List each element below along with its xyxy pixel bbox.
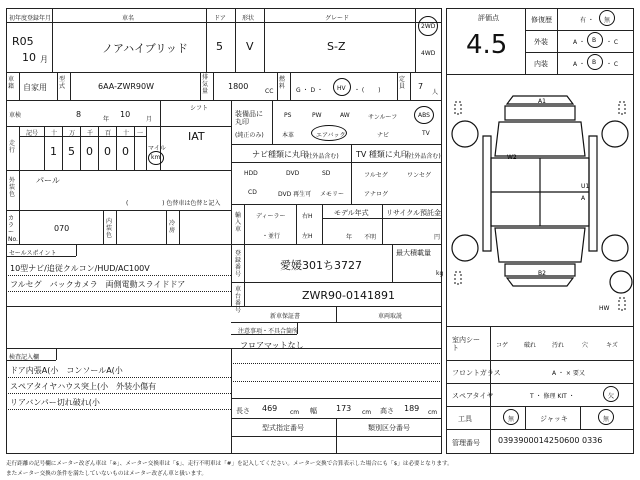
height-label: 高さ — [380, 407, 394, 415]
nav-dvd-play: DVD 再生可 — [278, 191, 312, 198]
class-number-label: 類別区分番号 — [368, 424, 410, 432]
inspection-year-unit: 年 — [103, 116, 110, 123]
mileage-digit-label-0: 記号 — [26, 130, 39, 137]
mileage-digit-label-1: 十 — [51, 130, 58, 137]
recycle-label: リサイクル預託金 — [386, 209, 442, 217]
shift-label: シフト — [190, 105, 209, 112]
drive-2wd: 2WD — [421, 23, 436, 30]
inspection-label: 車検 — [9, 112, 22, 119]
first-reg-month-unit: 月 — [40, 55, 48, 64]
nav-cd: CD — [248, 189, 257, 196]
diagram-label-b2: B2 — [538, 270, 546, 277]
equipment-navi: ナビ — [377, 132, 390, 139]
fuel-label: 燃料 — [279, 76, 286, 90]
tv-fullseg: フルセグ — [364, 172, 388, 179]
mileage-digit-3: 0 — [86, 145, 93, 158]
repair-yes: 有 ・ — [580, 17, 594, 24]
seat-stain: 汚れ — [552, 342, 565, 349]
recycle-yen: 円 — [434, 234, 441, 241]
max-load-label: 最大積載量 — [396, 249, 431, 257]
model-label: 型式 — [59, 76, 66, 90]
glass-value: A ・ × 要又 — [552, 370, 585, 377]
mileage-label: 走行 — [9, 140, 16, 154]
car-name-label: 車名 — [122, 15, 135, 22]
spare-selected: 欠 — [608, 393, 615, 400]
mileage-digit-label-5: 十 — [123, 130, 130, 137]
nav-title: ナビ種類に丸印 — [252, 150, 308, 159]
drive-4wd: 4WD — [421, 50, 436, 57]
model-year-unknown: 不明 — [364, 234, 377, 241]
interior-color-label: 内装色 — [106, 218, 113, 239]
shape-value: V — [246, 40, 254, 53]
exterior-grade-b: B — [592, 37, 597, 44]
color-no-label: カラーNo. — [8, 215, 18, 243]
repair-no: 無 — [604, 17, 611, 24]
length-label: 長さ — [236, 407, 250, 415]
capacity-unit: 人 — [432, 89, 439, 96]
grade-value: S-Z — [327, 40, 346, 53]
first-reg-label: 初年度登録年月 — [9, 15, 52, 22]
diagram-label-w2: W2 — [507, 154, 517, 161]
grade-label: グレード — [325, 15, 350, 22]
tools-label: 工具 — [458, 415, 472, 423]
inspector-line-3: リアバンパー切れ破れ(小 — [10, 398, 100, 407]
jack-value: 無 — [603, 416, 610, 423]
sales-line-1: 10型ナビ/追従クルコン/HUD/AC100V — [10, 264, 150, 273]
tv-title: TV 種類に丸印 — [356, 150, 409, 159]
door-label: ドア — [214, 15, 226, 22]
width-value: 173 — [336, 404, 352, 413]
mileage-digit-label-3: 千 — [87, 130, 94, 137]
length-cm: cm — [290, 409, 300, 416]
height-value: 189 — [404, 404, 420, 413]
manage-value: 0393900014250600 0336 — [498, 436, 603, 445]
nav-memory: メモリー — [320, 191, 345, 198]
warranty-new-car: 新車保証書 — [270, 313, 301, 320]
seat-burn: コゲ — [496, 342, 509, 349]
seat-tear: 破れ — [524, 342, 537, 349]
max-load-kg: kg — [436, 270, 444, 277]
fuel-options: G ・ D ・ — [296, 87, 323, 94]
mileage-digit-label-6: 一 — [137, 130, 144, 137]
inspector-label: 検査記入欄 — [9, 354, 40, 361]
exterior-note: ( ) 色替車は色替と記入 — [126, 200, 221, 207]
tools-value: 無 — [508, 416, 515, 423]
mileage-unit-mile: マイル — [148, 145, 166, 152]
inspector-line-2: スペアタイヤハウス突上(小 外装小傷有 — [10, 382, 157, 391]
registry-value: 自家用 — [23, 83, 47, 92]
fuel-other: ・ ( ) — [354, 87, 381, 94]
diagram-label-a: A — [581, 195, 586, 202]
score-value: 4.5 — [466, 30, 508, 60]
capacity-value: 7 — [418, 82, 424, 91]
length-value: 469 — [262, 404, 278, 413]
import-parallel: ・並行 — [262, 233, 281, 240]
manage-label: 管理番号 — [452, 439, 480, 447]
displacement-label: 排気量 — [202, 74, 209, 95]
diagram-label-u1: U1 — [581, 183, 590, 190]
interior-grade-b: B — [592, 59, 597, 66]
inspection-month-unit: 月 — [146, 116, 153, 123]
height-cm: cm — [428, 409, 438, 416]
nav-title-note: (社外品含む) — [304, 153, 339, 160]
mileage-unit-km: km — [151, 154, 161, 161]
aircon-label: 冷房 — [169, 220, 176, 234]
registry-label: 車籍 — [8, 76, 15, 90]
model-value: 6AA-ZWR90W — [98, 82, 155, 91]
sales-line-2: フルセグ バックカメラ 両側電動スライドドア — [10, 280, 186, 289]
exterior-grade-label: 外装 — [534, 38, 548, 46]
interior-grade-label: 内装 — [534, 60, 548, 68]
car-name-value: ノアハイブリッド — [102, 42, 188, 55]
plate-value: 愛媛301ち3727 — [280, 259, 362, 272]
inspector-line-1: ドア内張A(小 コンソールA(小 — [10, 366, 123, 375]
color-no-value: 070 — [54, 224, 70, 233]
footer-line-2: またメーター交換の条件を満たしていないものはメーター改ざん車と扱います。 — [6, 471, 207, 477]
notes-label: 注意事項・不具合箇所 — [238, 328, 299, 335]
inspection-month: 10 — [120, 110, 131, 119]
mileage-digit-2: 5 — [68, 145, 75, 158]
seat-hole: 穴 — [582, 342, 589, 349]
chassis-value: ZWR90-0141891 — [302, 289, 396, 302]
nav-dvd: DVD — [286, 170, 300, 177]
door-value: 5 — [216, 40, 223, 53]
equipment-ps: PS — [284, 112, 292, 119]
interior-grade-c: ・ C — [606, 61, 619, 68]
equipment-pw: PW — [312, 112, 322, 119]
mileage-digit-5: 0 — [122, 145, 129, 158]
equipment-sunroof: サンルーフ — [368, 114, 398, 121]
first-reg-month: 10 — [22, 51, 36, 64]
equipment-aw: AW — [340, 112, 350, 119]
notes-line-1: フロアマットなし — [240, 341, 304, 350]
fuel-selected: HV — [337, 85, 346, 92]
capacity-label: 定員 — [399, 76, 406, 90]
diagram-label-a1: A1 — [538, 98, 546, 105]
plate-label: 登録番号 — [235, 250, 242, 278]
repair-label: 修復歴 — [531, 16, 552, 24]
type-designation-label: 型式指定番号 — [262, 424, 304, 432]
equipment-leather: 本革 — [282, 132, 295, 139]
exterior-color: パール — [36, 176, 60, 185]
car-damage-diagram — [447, 76, 633, 326]
tv-analog: アナログ — [364, 191, 389, 198]
import-label: 輸入車 — [235, 212, 242, 233]
mileage-digit-label-4: 百 — [105, 130, 112, 137]
glass-label: フロントガラス — [452, 369, 501, 377]
seat-scratch: キズ — [606, 342, 618, 349]
displacement-value: 1800 — [228, 82, 249, 91]
import-dealer: ディーラー — [256, 213, 286, 220]
exterior-grade-c: ・ C — [606, 39, 619, 46]
spare-label: スペアタイヤ — [452, 392, 494, 400]
tv-title-note: (社外品含む) — [406, 153, 441, 160]
nav-hdd: HDD — [244, 170, 258, 177]
footer-line-1: 走行距離の記号欄にメーター改ざん車は「※」、メーター交換車は「$」、走行不明車は「#」を記入してください。メーター交換で合算表示した場合にも「$」は必要となります。 — [6, 461, 453, 467]
exterior-label: 外装色 — [9, 177, 16, 198]
score-label: 評価点 — [478, 14, 499, 22]
tv-oneseg: ワンセグ — [407, 172, 432, 179]
first-reg-era: R05 — [12, 35, 34, 48]
diagram-label-hw: HW — [599, 305, 610, 312]
exterior-grade-a: A ・ — [573, 39, 586, 46]
jack-label: ジャッキ — [540, 415, 568, 423]
width-cm: cm — [362, 409, 372, 416]
equipment-airbag: エアバック — [316, 132, 346, 139]
import-right: 右H — [302, 213, 313, 220]
inspection-year: 8 — [76, 110, 82, 119]
mileage-digit-1: 1 — [50, 145, 57, 158]
equipment-title: 装備品に丸印 — [235, 110, 263, 126]
nav-sd: SD — [322, 170, 331, 177]
width-label: 幅 — [310, 407, 317, 415]
warranty-manual: 車両取説 — [378, 313, 403, 320]
model-year-unit: 年 — [346, 234, 353, 241]
cc-unit: CC — [265, 88, 274, 95]
mileage-digit-4: 0 — [104, 145, 111, 158]
equipment-subtitle: (純正のみ) — [235, 132, 264, 139]
interior-grade-a: A ・ — [573, 61, 586, 68]
seat-label: 室内シート — [452, 336, 480, 352]
sales-label: セールスポイント — [9, 250, 57, 257]
chassis-label: 車台番号 — [235, 286, 242, 314]
equipment-tv: TV — [422, 130, 430, 137]
shape-label: 形状 — [242, 15, 255, 22]
model-year-label: モデル年式 — [334, 209, 369, 217]
import-left: 左H — [302, 233, 313, 240]
spare-items: T ・ 修理 KIT ・ — [530, 393, 575, 400]
shift-value: IAT — [188, 130, 205, 143]
mileage-digit-label-2: 万 — [69, 130, 76, 137]
equipment-abs: ABS — [418, 112, 430, 119]
